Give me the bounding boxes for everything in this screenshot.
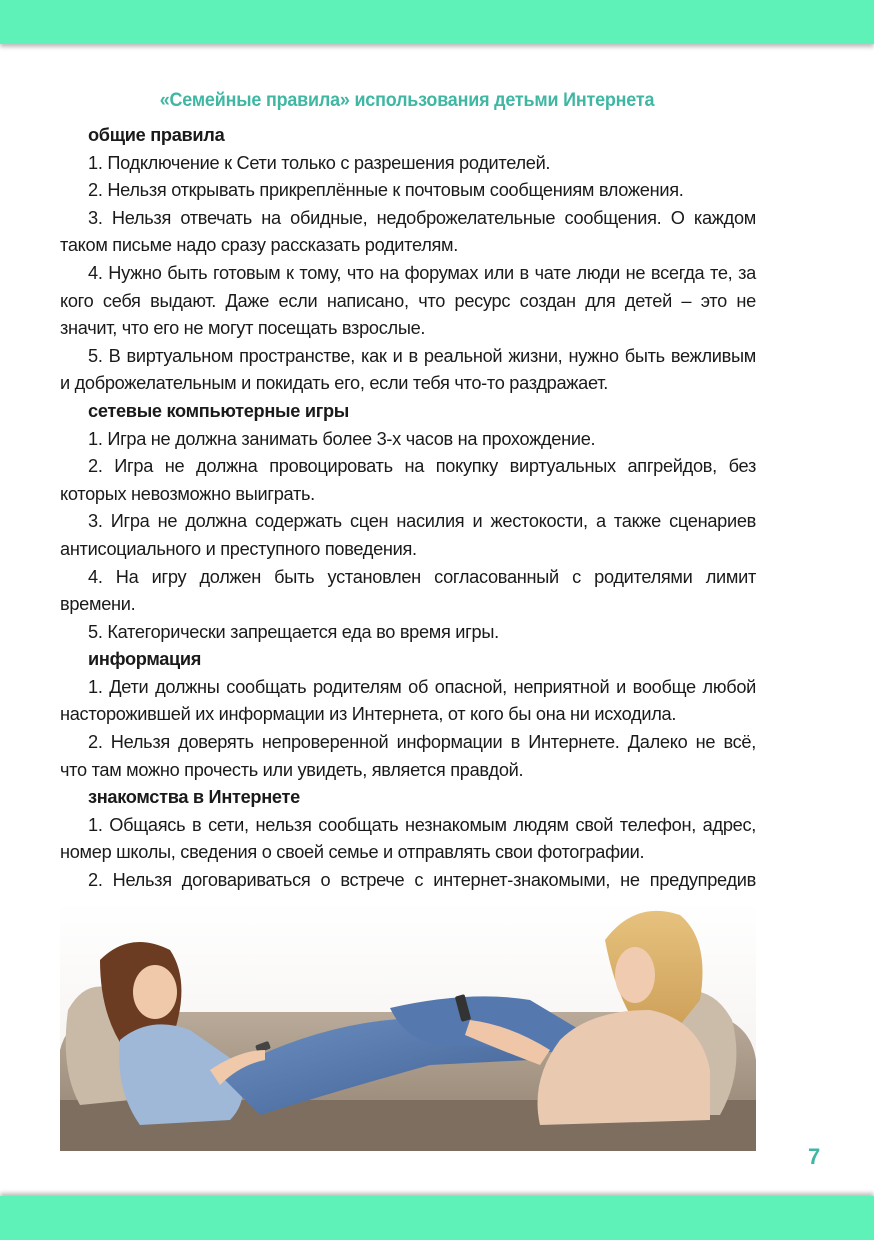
section-heading: сетевые компьютерные игры: [88, 400, 350, 421]
top-accent-band: [0, 0, 874, 44]
page-title: «Семейные правила» использования детьми Интернета: [159, 89, 655, 111]
rule-item: 4. Нужно быть готовым к тому, что на форумах или в чате люди не всегда те, за кого себя выдают. Даже если написано, что ресурс создан для детей – это не значит, что его не могут посещать взрослые.: [60, 262, 756, 339]
section-general-rules: [60, 122, 756, 398]
section-online-games: [60, 398, 756, 646]
rule-item: 2. Нельзя открывать прикреплённые к почтовым сообщениям вложения.: [88, 180, 684, 201]
rule-item: 2. Нельзя договариваться о встрече с интернет-знакомыми, не предупредив: [88, 870, 756, 891]
rule-item: 4. На игру должен быть установлен согласованный с родителями лимит времени.: [60, 566, 756, 615]
section-heading: информация: [88, 649, 202, 670]
section-information: [60, 646, 756, 784]
rule-item: 2. Нельзя доверять непроверенной информации в Интернете. Далеко не всё, что там можно прочесть или увидеть, является правдой.: [60, 732, 756, 780]
rule-item: 3. Игра не должна содержать сцен насилия и жестокости, а также сценариев антисоциального и преступного поведения.: [60, 511, 756, 559]
rule-item: 3. Нельзя отвечать на обидные, недоброжелательные сообщения. О каждом таком письме надо сразу рассказать родителям.: [60, 207, 756, 256]
rule-item: 2. Игра не должна провоцировать на покупку виртуальных апгрейдов, без которых невозможно выиграть.: [60, 456, 756, 504]
rule-item: 1. Подключение к Сети только с разрешения родителей.: [88, 152, 551, 173]
page-number: 7: [808, 1144, 821, 1169]
rules-content: [60, 122, 756, 922]
mother-daughter-sofa-phones-illustration: [60, 900, 756, 1151]
rule-item: 5. Категорически запрещается еда во время игры.: [88, 621, 499, 642]
section-heading: общие правила: [88, 125, 225, 145]
rule-item: 1. Игра не должна занимать более 3-х часов на прохождение.: [88, 428, 596, 449]
rule-item: 1. Общаясь в сети, нельзя сообщать незнакомым людям свой телефон, адрес, номер школы, сведения о своей семье и отправлять свои фотографии.: [60, 814, 756, 863]
rule-item: 5. В виртуальном пространстве, как и в реальной жизни, нужно быть вежливым и доброжелательным и покидать его, если тебя что-то раздражает.: [60, 345, 756, 394]
section-heading: знакомства в Интернете: [88, 787, 300, 808]
bottom-accent-band: [0, 1196, 874, 1240]
rule-item: 1. Дети должны сообщать родителям об опасной, неприятной и вообще любой насторожившей их информации из Интернета, от кого бы она ни исходила.: [60, 676, 756, 725]
